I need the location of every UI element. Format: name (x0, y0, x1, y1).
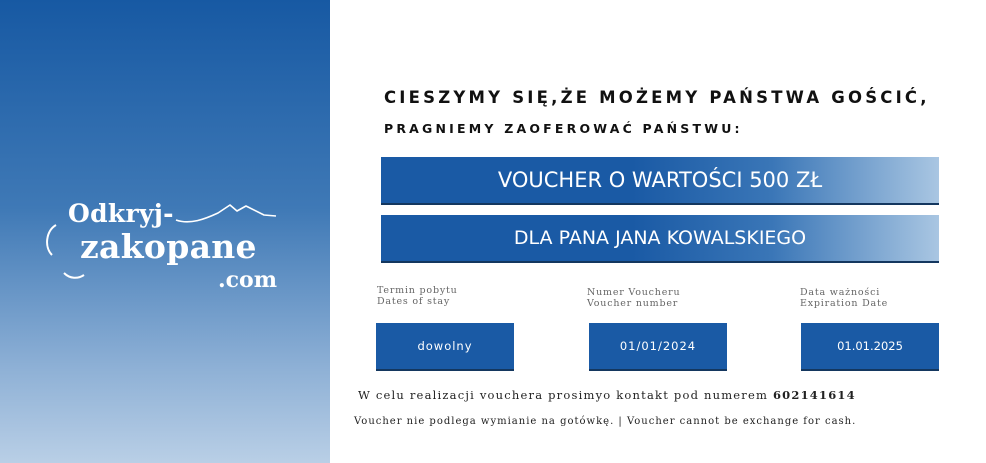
expiration-date-value: 01.01.2025 (801, 323, 939, 371)
field-label-pl: Data ważności (800, 287, 881, 298)
offer-subheading: PRAGNIEMY ZAOFEROWAĆ PAŃSTWU: (384, 121, 743, 136)
voucher-value-banner: VOUCHER O WARTOŚCI 500 ZŁ (381, 157, 939, 205)
logo-text-odkryj: Odkryj- (68, 199, 174, 228)
field-label-en: Expiration Date (800, 298, 889, 309)
logo (40, 195, 300, 300)
field-label-en: Voucher number (587, 298, 679, 309)
field-label-expiration-date (800, 287, 888, 309)
voucher-recipient-banner: DLA PANA JANA KOWALSKIEGO (381, 215, 939, 263)
field-label-voucher-number (587, 287, 680, 309)
brand-panel (0, 0, 330, 463)
contact-phone: 602141614 (772, 388, 856, 402)
cash-exchange-note: Voucher nie podlega wymianie na gotówkę. | Voucher cannot be exchange for cash. (354, 416, 857, 427)
voucher-number-value: 01/01/2024 (589, 323, 727, 371)
contact-line (358, 388, 856, 402)
field-label-dates-of-stay (377, 285, 458, 307)
logo-text-com: .com (218, 267, 278, 293)
field-label-pl: Termin pobytu (377, 285, 458, 296)
dates-of-stay-value: dowolny (376, 323, 514, 371)
field-label-en: Dates of stay (377, 296, 450, 307)
greeting-heading: CIESZYMY SIĘ,ŻE MOŻEMY PAŃSTWA GOŚCIĆ, (384, 88, 930, 107)
logo-text-zakopane: zakopane (80, 227, 257, 266)
contact-text: W celu realizacji vouchera prosimyo kontakt pod numerem (358, 388, 773, 402)
field-label-pl: Numer Voucheru (587, 287, 681, 298)
